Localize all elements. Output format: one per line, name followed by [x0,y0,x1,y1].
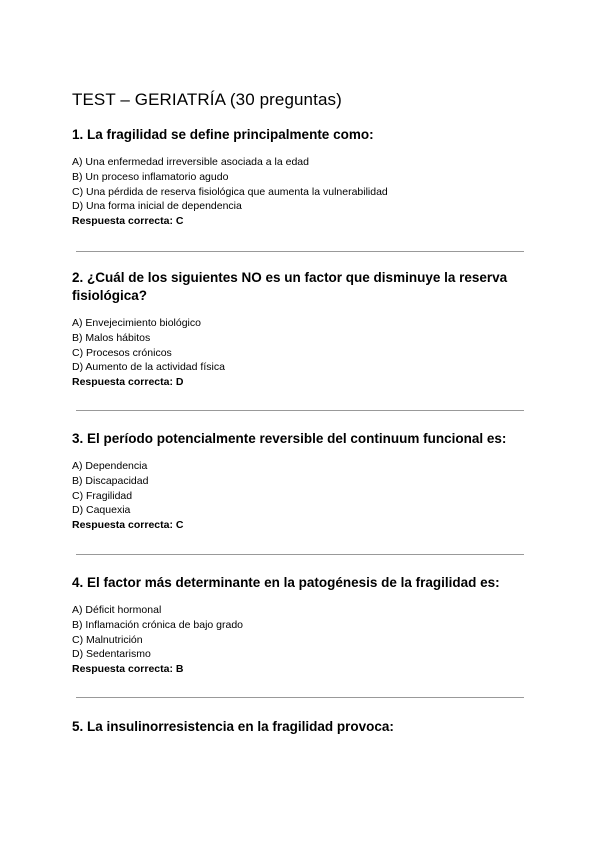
option-c: C) Procesos crónicos [72,346,172,359]
divider [76,251,524,252]
question-text: 2. ¿Cuál de los siguientes NO es un factor que disminuye la reserva fisiológica? [72,270,508,303]
option-c: C) Fragilidad [72,489,133,502]
option-d: D) Sedentarismo [72,648,151,661]
question-2 [72,269,527,390]
option-d: D) Una forma inicial de dependencia [72,200,242,213]
question-text: 4. El factor más determinante en la patogénesis de la fragilidad es: [72,575,500,590]
option-b: B) Un proceso inflamatorio agudo [72,170,229,183]
option-b: B) Inflamación crónica de bajo grado [72,618,244,631]
question-text: 5. La insulinorresistencia en la fragilidad provoca: [72,719,394,734]
question-4 [72,574,527,677]
options-list [72,603,527,677]
divider [76,554,524,555]
option-b: B) Discapacidad [72,474,149,487]
option-a: A) Una enfermedad irreversible asociada a la edad [72,156,309,168]
option-b: B) Malos hábitos [72,331,151,344]
option-a: A) Dependencia [72,460,148,472]
page-title: TEST – GERIATRÍA (30 preguntas) [72,90,342,109]
correct-answer: Respuesta correcta: B [72,663,184,676]
options-list [72,316,527,390]
correct-answer: Respuesta correcta: C [72,215,184,228]
question-text: 3. El período potencialmente reversible del continuum funcional es: [72,431,507,446]
question-3 [72,430,527,533]
question-5 [72,718,527,736]
option-d: D) Caquexia [72,504,131,517]
correct-answer: Respuesta correcta: C [72,519,184,532]
question-text: 1. La fragilidad se define principalmente como: [72,127,374,142]
option-a: A) Déficit hormonal [72,604,162,616]
correct-answer: Respuesta correcta: D [72,376,184,389]
options-list [72,155,527,229]
option-c: C) Malnutrición [72,633,143,646]
divider [76,697,524,698]
option-c: C) Una pérdida de reserva fisiológica que aumenta la vulnerabilidad [72,185,388,198]
divider [76,410,524,411]
option-a: A) Envejecimiento biológico [72,317,201,329]
options-list [72,459,527,533]
option-d: D) Aumento de la actividad física [72,361,225,374]
question-1 [72,126,527,229]
